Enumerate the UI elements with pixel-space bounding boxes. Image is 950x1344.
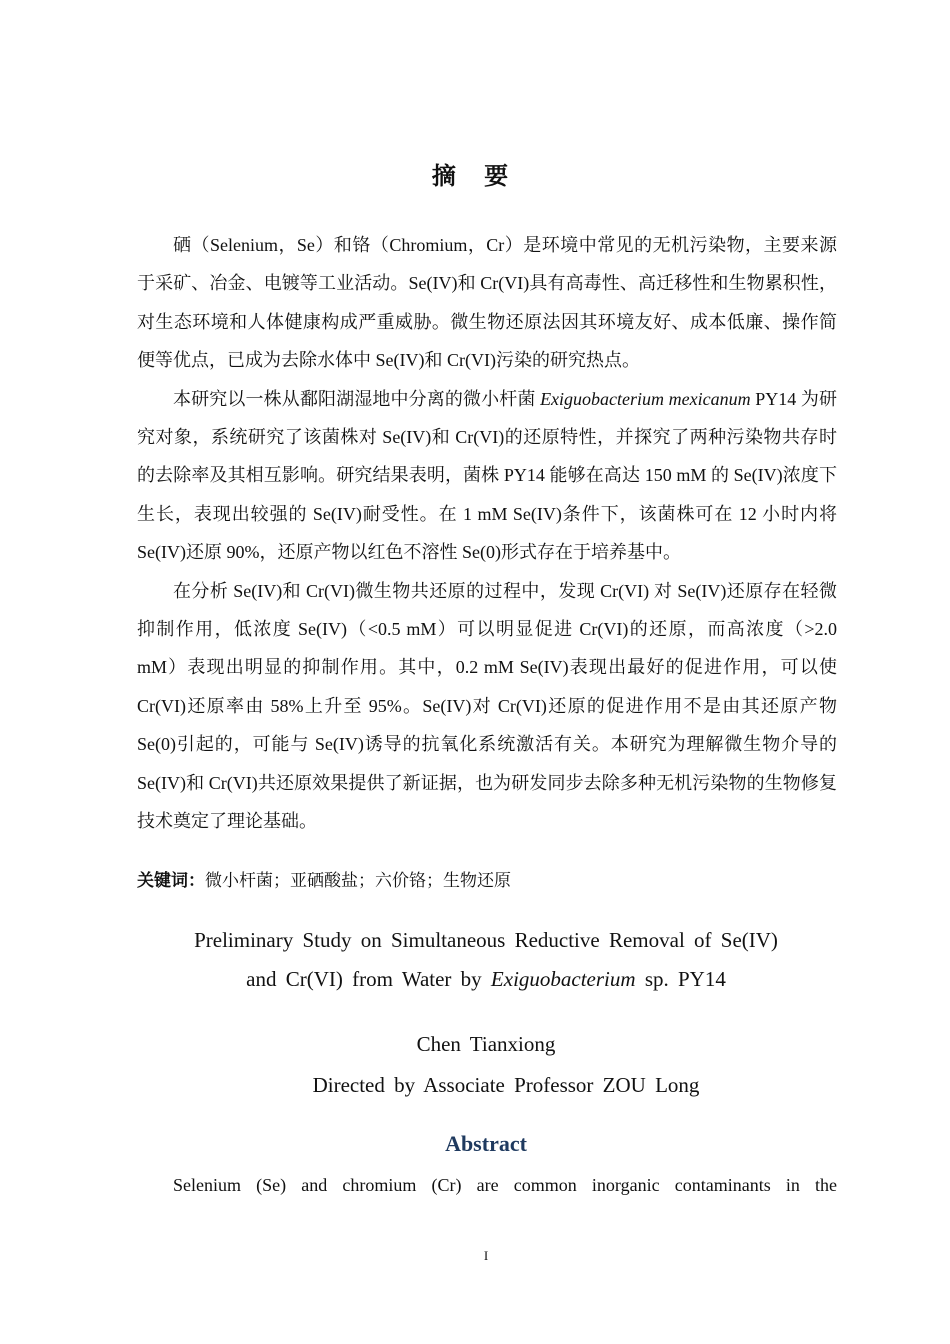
paragraph-2-lead: 本研究以一株从鄱阳湖湿地中分离的微小杆菌 <box>173 388 541 409</box>
keywords-line <box>137 866 837 896</box>
paragraph-2-rest: PY14 为研究对象，系统研究了该菌株对 Se(IV)和 Cr(VI)的还原特性，并探究了两种污染物共存时的去除率及其相互影响。研究结果表明，菌株 PY14 能够在高达 150 mM 的 Se(IV)浓度下生长，表现出较强的 Se(IV)耐受性。在 1 mM Se(IV)条件下，该菌株可在 12 小时内将 Se(IV)还原 90%，还原产物以红色不溶性 Se(0)形式存在于培养基中。 <box>137 388 838 563</box>
keywords-list: 微小杆菌；亚硒酸盐；六价铬；生物还原 <box>205 871 511 890</box>
keywords-label: 关键词： <box>137 871 205 891</box>
english-abstract-heading: Abstract <box>445 1131 527 1156</box>
chinese-paragraph-3: 在分析 Se(IV)和 Cr(VI)微生物共还原的过程中，发现 Cr(VI) 对 Se(IV)还原存在轻微抑制作用，低浓度 Se(IV)（<0.5 mM）可以明显促进 Cr(VI)的还原，而高浓度（>2.0 mM）表现出明显的抑制作用。其中，0.2 mM Se(IV)表现出最好的促进作用，可以使 Cr(VI)还原率由 58%上升至 95%。Se(IV)对 Cr(VI)还原的促进作用不是由其还原产物 Se(0)引起的，可能与 Se(IV)诱导的抗氧化系统激活有关。本研究为理解微生物介导的 Se(IV)和 Cr(VI)共还原效果提供了新证据，也为研发同步去除多种无机污染物的生物修复技术奠定了理论基础。 <box>137 580 837 832</box>
title-line-2-lead: and Cr(VI) from Water by <box>246 967 491 991</box>
english-title-line-2 <box>150 960 822 999</box>
english-thesis-title <box>150 921 822 999</box>
chinese-paragraph-1: 硒（Selenium，Se）和铬（Chromium，Cr）是环境中常见的无机污染物，主要来源于采矿、冶金、电镀等工业活动。Se(IV)和 Cr(VI)具有高毒性、高迁移性和生物累积性，对生态环境和人体健康构成严重威胁。微生物还原法因其环境友好、成本低廉、操作简便等优点，已成为去除水体中 Se(IV)和 Cr(VI)污染的研究热点。 <box>137 235 837 371</box>
english-abstract-body: Selenium (Se) and chromium (Cr) are common inorganic contaminants in the <box>173 1175 837 1195</box>
supervisor-line: Directed by Associate Professor ZOU Long <box>312 1073 700 1097</box>
author-name: Chen Tianxiong <box>416 1032 556 1056</box>
title-line-2-tail: sp. PY14 <box>635 967 726 991</box>
chinese-paragraph-2 <box>137 380 837 572</box>
english-title-line-1: Preliminary Study on Simultaneous Reductive Removal of Se(IV) <box>194 928 778 952</box>
page-number: I <box>483 1248 489 1263</box>
chinese-abstract-body <box>137 226 837 841</box>
chinese-abstract-title: 摘 要 <box>431 162 519 190</box>
species-name: Exiguobacterium mexicanum <box>540 388 751 409</box>
genus-name: Exiguobacterium <box>490 967 636 991</box>
